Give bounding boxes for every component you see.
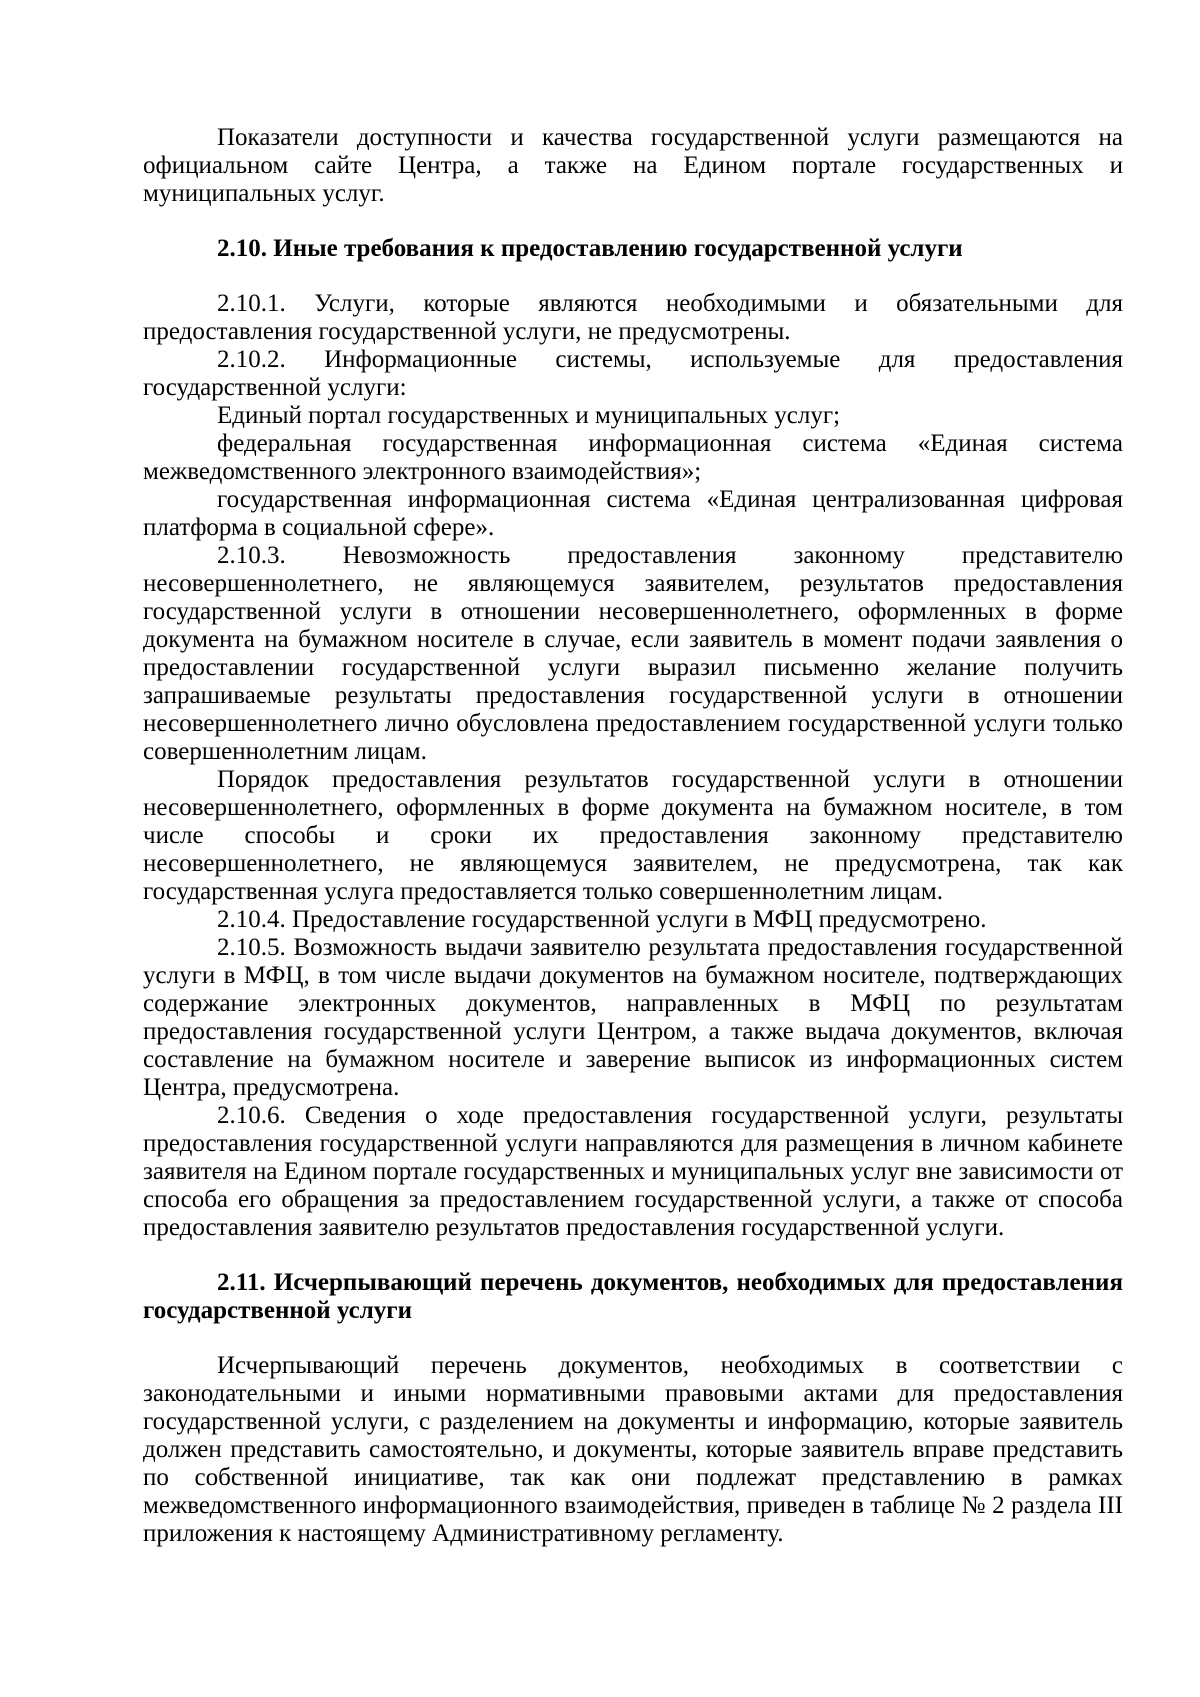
- paragraph-2-10-3: 2.10.3. Невозможность предоставления законному представителю несовершеннолетнего, не являющемуся заявителем, результатов предоставления государственной услуги в отношении несовершеннолетнего, оформленных в форме документа на бумажном носителе в случае, если заявитель в момент подачи заявления о предоставлении государственной услуги выразил письменно желание получить запрашиваемые результаты предоставления государственной услуги в отношении несовершеннолетнего лично обусловлена предоставлением государственной услуги только совершеннолетним лицам.: [143, 542, 1123, 765]
- paragraph-2-10-6: 2.10.6. Сведения о ходе предоставления государственной услуги, результаты предоставления государственной услуги направляются для размещения в личном кабинете заявителя на Едином портале государственных и муниципальных услуг вне зависимости от способа его обращения за предоставлением государственной услуги, а также от способа предоставления заявителю результатов предоставления государственной услуги.: [143, 1102, 1123, 1241]
- list-item-portal: Единый портал государственных и муниципальных услуг;: [217, 402, 841, 429]
- paragraph-2-11-list: Исчерпывающий перечень документов, необходимых в соответствии с законодательными и иными нормативными правовыми актами для предоставления государственной услуги, с разделением на документы и информацию, которые заявитель должен представить самостоятельно, и документы, которые заявитель вправе представить по собственной инициативе, так как они подлежат представлению в рамках межведомственного информационного взаимодействия, приведен в таблице № 2 раздела III приложения к настоящему Административному регламенту.: [143, 1352, 1123, 1547]
- paragraph-2-10-2: 2.10.2. Информационные системы, используемые для предоставления государственной услуги:: [143, 346, 1123, 401]
- list-item-platform: государственная информационная система «Единая централизованная цифровая платформа в социальной сфере».: [143, 486, 1123, 541]
- paragraph-availability: Показатели доступности и качества государственной услуги размещаются на официальном сайте Центра, а также на Едином портале государственных и муниципальных услуг.: [143, 124, 1123, 207]
- document-page: [143, 124, 1123, 1548]
- paragraph-2-10-5: 2.10.5. Возможность выдачи заявителю результата предоставления государственной услуги в МФЦ, в том числе выдачи документов на бумажном носителе, подтверждающих содержание электронных документов, направленных в МФЦ по результатам предоставления государственной услуги Центром, а также выдача документов, включая составление на бумажном носителе и заверение выписок из информационных систем Центра, предусмотрена.: [143, 934, 1123, 1101]
- heading-section-2-10: 2.10. Иные требования к предоставлению государственной услуги: [217, 235, 963, 262]
- paragraph-2-10-4: 2.10.4. Предоставление государственной услуги в МФЦ предусмотрено.: [217, 906, 987, 933]
- paragraph-2-10-1: 2.10.1. Услуги, которые являются необходимыми и обязательными для предоставления государственной услуги, не предусмотрены.: [143, 290, 1123, 345]
- list-item-smev: федеральная государственная информационная система «Единая система межведомственного электронного взаимодействия»;: [143, 430, 1123, 485]
- paragraph-procedure: Порядок предоставления результатов государственной услуги в отношении несовершеннолетнего, оформленных в форме документа на бумажном носителе, в том числе способы и сроки их предоставления законному представителю несовершеннолетнего, не являющемуся заявителем, не предусмотрена, так как государственная услуга предоставляется только совершеннолетним лицам.: [143, 766, 1123, 905]
- heading-section-2-11: 2.11. Исчерпывающий перечень документов, необходимых для предоставления государственной услуги: [143, 1269, 1123, 1324]
